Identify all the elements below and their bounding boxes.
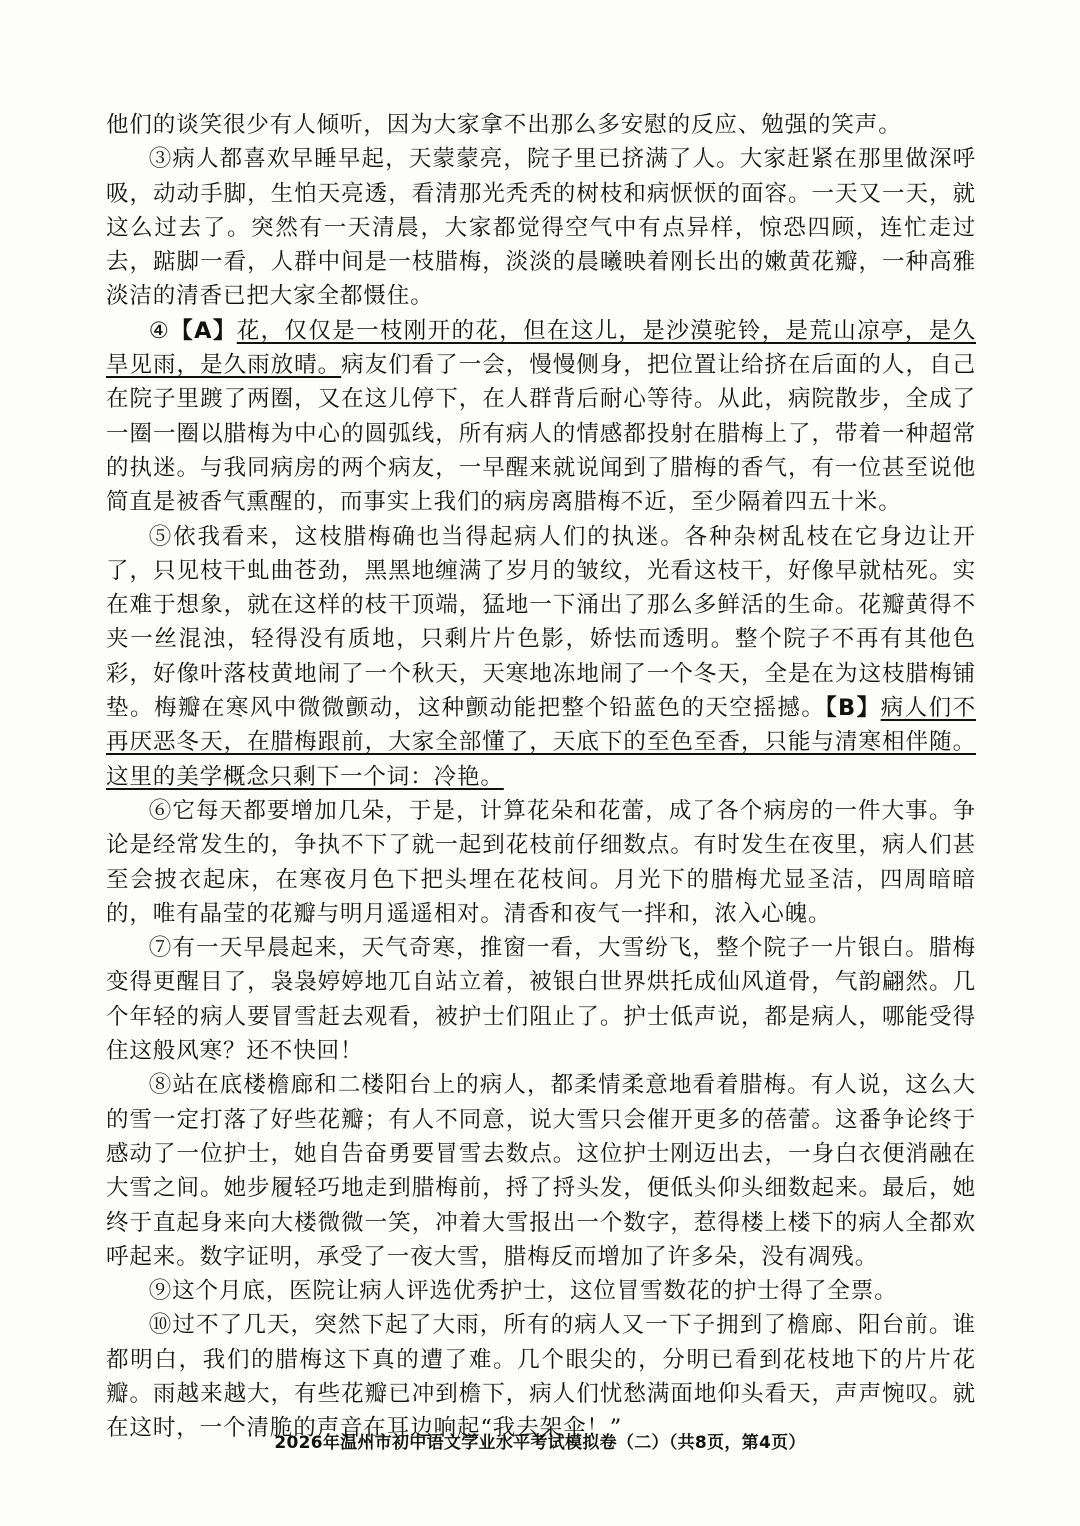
paragraph-5-text: ⑤依我看来，这枝腊梅确也当得起病人们的执迷。各种杂树乱枝在它身边让开了，只见枝干虬曲苍劲，黑黑地缠满了岁月的皱纹，光看这枝干，好像早就枯死。实在难于想象，就在这样的枝干顶端，猛地一下涌出了那么多鲜活的生命。花瓣黄得不夹一丝混浊，轻得没有质地，只剩片片色影，娇怯而透明。整个院子不再有其他色彩，好像叶落枝黄地闹了一个秋天，天寒地冻地闹了一个冬天，全是在为这枝腊梅铺垫。梅瓣在寒风中微微颤动，这种颤动能把整个铅蓝色的天空摇撼。 xyxy=(106,523,976,722)
paragraph-9: ⑨这个月底，医院让病人评选优秀护士，这位冒雪数花的护士得了全票。 xyxy=(148,1278,898,1305)
paragraph-6: ⑥它每天都要增加几朵，于是，计算花朵和花蕾，成了各个病房的一件大事。争论是经常发生的，争执不下了就一起到花枝前仔细数点。有时发生在夜里，病人们甚至会披衣起床，在寒夜月色下把头埋在花枝间。月光下的腊梅尤显圣洁，四周暗暗的，唯有晶莹的花瓣与明月遥遥相对。清香和夜气一拌和，浓入心魄。 xyxy=(106,797,976,927)
paragraph-4 xyxy=(106,314,976,520)
underlined-sentence-a: 花，仅仅是一枝刚开的花，但在这儿，是沙漠驼铃，是荒山凉亭，是久旱见雨，是久雨放晴。 xyxy=(106,317,976,379)
paragraph-number: ④ xyxy=(148,317,171,344)
marker-b: 【B】 xyxy=(825,695,881,722)
paragraph-4-rest: 病友们看了一会，慢慢侧身，把位置让给挤在后面的人，自己在院子里踱了两圈，又在这儿停下，在人群背后耐心等待。从此，病院散步，全成了一圈一圈以腊梅为中心的圆弧线，所有病人的情感都投射在腊梅上了，带着一种超常的执迷。与我同病房的两个病友，一早醒来就说闻到了腊梅的香气，有一位甚至说他简直是被香气熏醒的，而事实上我们的病房离腊梅不近，至少隔着四五十米。 xyxy=(106,352,976,516)
paragraph-7: ⑦有一天早晨起来，天气奇寒，推窗一看，大雪纷飞，整个院子一片银白。腊梅变得更醒目了，袅袅婷婷地兀自站立着，被银白世界烘托成仙风道骨，气韵翩然。几个年轻的病人要冒雪赶去观看，被护士们阻止了。护士低声说，都是病人，哪能受得住这般风寒？还不快回！ xyxy=(106,935,976,1065)
paragraph-3: ③病人都喜欢早睡早起，天蒙蒙亮，院子里已挤满了人。大家赶紧在那里做深呼吸，动动手脚，生怕天亮透，看清那光秃秃的树枝和病恹恹的面容。一天又一天，就这么过去了。突然有一天清晨，大家都觉得空气中有点异样，惊恐四顾，连忙走过去，踮脚一看，人群中间是一枝腊梅，淡淡的晨曦映着刚长出的嫩黄花瓣，一种高雅淡洁的清香已把大家全都慑住。 xyxy=(106,146,976,310)
paragraph-10: ⑩过不了几天，突然下起了大雨，所有的病人又一下子拥到了檐廊、阳台前。谁都明白，我们的腊梅这下真的遭了难。几个眼尖的，分明已看到花枝地下的片片花瓣。雨越来越大，有些花瓣已冲到檐下，病人们忧愁满面地仰头看天，声声惋叹。就在这时，一个清脆的声音在耳边响起“我去架伞！” xyxy=(106,1312,976,1442)
passage-body xyxy=(106,108,976,1446)
underlined-sentence-b: 病人们不再厌恶冬天，在腊梅跟前，大家全部懂了，天底下的至色至香，只能与清寒相伴随。这里的美学概念只剩下一个词：冷艳。 xyxy=(106,695,976,790)
marker-a: 【A】 xyxy=(170,317,237,344)
page-footer: 2026年温州市初中语文学业水平考试模拟卷（二）（共8页，第4页） xyxy=(274,1433,806,1453)
paragraph-8: ⑧站在底楼檐廊和二楼阳台上的病人，都柔情柔意地看着腊梅。有人说，这么大的雪一定打落了好些花瓣；有人不同意，说大雪只会催开更多的蓓蕾。这番争论终于感动了一位护士，她自告奋勇要冒雪去数点。这位护士刚迈出去，一身白衣便消融在大雪之间。她步履轻巧地走到腊梅前，捋了捋头发，便低头仰头细数起来。最后，她终于直起身来向大楼微微一笑，冲着大雪报出一个数字，惹得楼上楼下的病人全都欢呼起来。数字证明，承受了一夜大雪，腊梅反而增加了许多朵，没有凋残。 xyxy=(106,1072,976,1270)
paragraph-continued: 他们的谈笑很少有人倾听，因为大家拿不出那么多安慰的反应、勉强的笑声。 xyxy=(106,112,902,138)
paragraph-5 xyxy=(106,520,976,794)
